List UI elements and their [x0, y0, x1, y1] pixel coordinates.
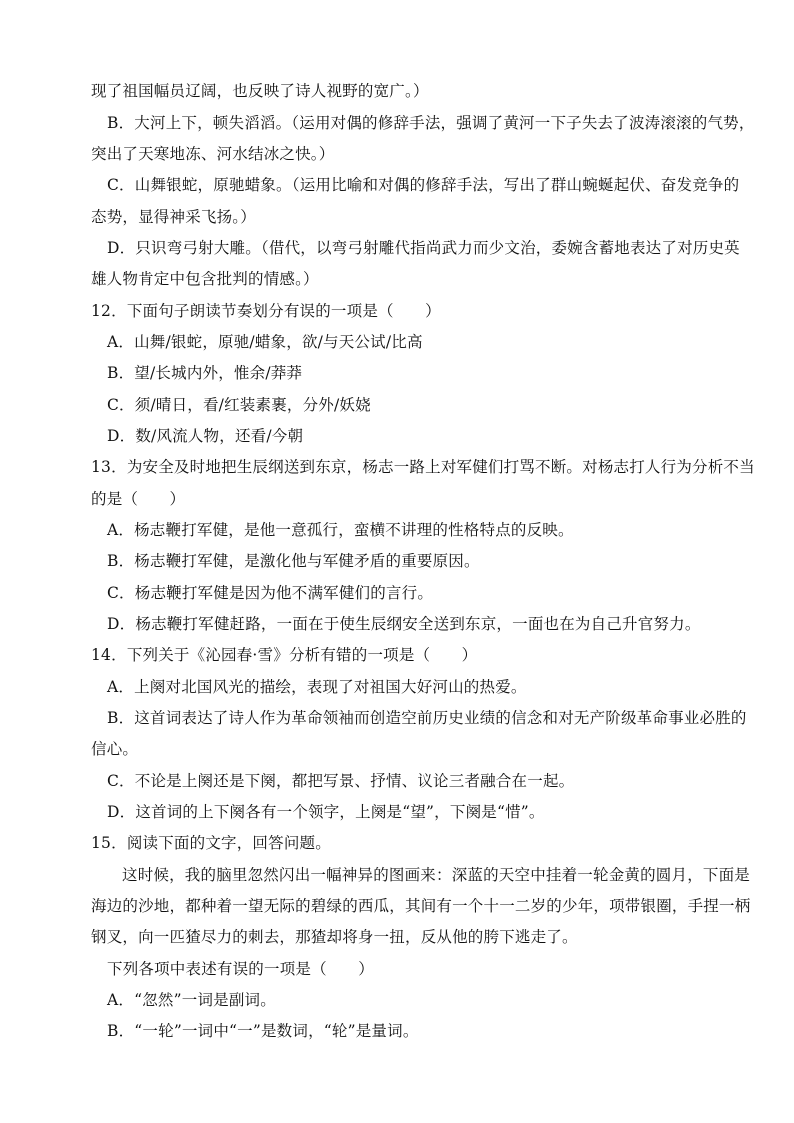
- q12-option-d: D．数/风流人物，还看/今朝: [107, 427, 304, 445]
- q14-option-b: B．这首词表达了诗人作为革命领袖而创造空前历史业绩的信念和对无产阶级革命事业必胜的: [107, 709, 747, 727]
- question-13-cont: 的是（ ）: [91, 490, 186, 508]
- text-line: 现了祖国幅员辽阔，也反映了诗人视野的宽广。）: [91, 82, 429, 100]
- question-15: 15．阅读下面的文字，回答问题。: [91, 834, 331, 852]
- q12-option-c: C．须/晴日，看/红装素裹，分外/妖娆: [107, 396, 371, 414]
- text-line: 态势，显得神采飞扬。）: [91, 208, 256, 226]
- q14-option-c: C．不论是上阕还是下阕，都把写景、抒情、议论三者融合在一起。: [107, 772, 575, 790]
- passage-line: 海边的沙地，都种着一望无际的碧绿的西瓜，其间有一个十一二岁的少年，项带银圈，手捏一柄: [91, 897, 751, 915]
- q13-option-c: C．杨志鞭打军健是因为他不满军健们的言行。: [107, 584, 434, 602]
- q15-option-a: A．“忽然”一词是副词。: [107, 991, 276, 1009]
- question-13: 13．为安全及时地把生辰纲送到东京，杨志一路上对军健们打骂不断。对杨志打人行为分析不当: [91, 458, 755, 476]
- passage-line: 钢叉，向一匹猹尽力的刺去，那猹却将身一扭，反从他的胯下逃走了。: [91, 928, 578, 946]
- q14-option-a: A．上阕对北国风光的描绘，表现了对祖国大好河山的热爱。: [107, 678, 527, 696]
- passage-line: 这时候，我的脑里忽然闪出一幅神异的图画来：深蓝的天空中挂着一轮金黄的圆月，下面是: [122, 866, 751, 884]
- question-14: 14．下列关于《沁园春·雪》分析有错的一项是（ ）: [91, 646, 478, 664]
- text-line: 雄人物肯定中包含批判的情感。）: [91, 270, 319, 288]
- q13-option-d: D．杨志鞭打军健赶路，一面在于使生辰纲安全送到东京，一面也在为自己升官努力。: [107, 615, 701, 633]
- q13-option-a: A．杨志鞭打军健，是他一意孤行，蛮横不讲理的性格特点的反映。: [107, 521, 574, 539]
- q12-option-a: A．山舞/银蛇，原驰/蜡象，欲/与天公试/比高: [107, 333, 423, 351]
- q15-prompt: 下列各项中表述有误的一项是（ ）: [107, 960, 374, 978]
- q13-option-b: B．杨志鞭打军健，是激化他与军健矛盾的重要原因。: [107, 552, 480, 570]
- q12-option-b: B．望/长城内外，惟余/莽莽: [107, 364, 303, 382]
- question-12: 12．下面句子朗读节奏划分有误的一项是（ ）: [91, 302, 441, 320]
- option-c-text: C．山舞银蛇，原驰蜡象。（运用比喻和对偶的修辞手法，写出了群山蜿蜒起伏、奋发竞争的: [107, 176, 740, 194]
- text-line: 突出了天寒地冻、河水结冰之快。）: [91, 145, 335, 163]
- q15-option-b: B．“一轮”一词中“一”是数词，“轮”是量词。: [107, 1022, 419, 1040]
- q14-option-b-cont: 信心。: [91, 740, 139, 758]
- option-d-text: D．只识弯弓射大雕。（借代，以弯弓射雕代指尚武力而少文治，委婉含蓄地表达了对历史英: [107, 239, 740, 257]
- q14-option-d: D．这首词的上下阕各有一个领字，上阕是“望”，下阕是“惜”。: [107, 803, 545, 821]
- option-b-text: B．大河上下，顿失滔滔。（运用对偶的修辞手法，强调了黄河一下子失去了波涛滚滚的气势，: [107, 114, 755, 132]
